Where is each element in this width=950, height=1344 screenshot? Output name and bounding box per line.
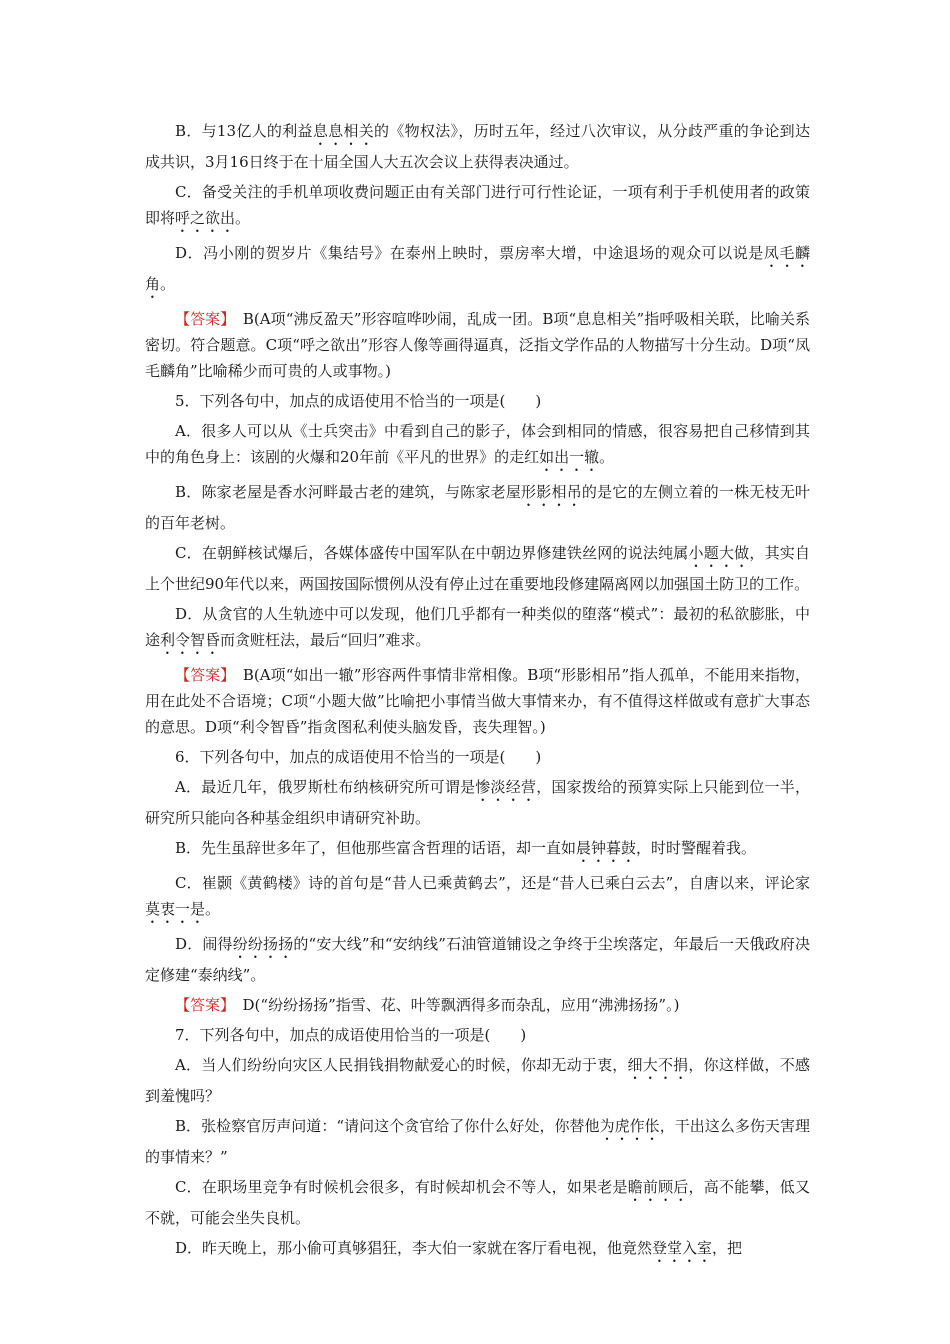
emphasized-idiom: 登堂入室 [652, 1239, 713, 1257]
q7-option-b: B．张检察官厉声问道：“请问这个贪官给了你什么好处，你替他为虎作伥，干出这么多伤天害理的事情来？” [145, 1117, 810, 1166]
q6-option-a: A．最近几年，俄罗斯杜布纳核研究所可谓是惨淡经营，国家拨给的预算实际上只能到位一半，研究所只能向各种基金组织申请研究补助。 [145, 778, 810, 827]
emphasized-idiom: 如出一辙 [539, 448, 600, 466]
emphasized-idiom: 莫衷一是 [145, 900, 206, 918]
emphasized-idiom: 晨钟暮鼓 [576, 839, 637, 857]
q6-option-c: C．崔颢《黄鹤楼》诗的首句是“昔人已乘黄鹤去”，还是“昔人已乘白云去”，自唐以来，评论家莫衷一是。 [145, 874, 810, 918]
q5-option-c: C．在朝鲜核试爆后，各媒体盛传中国军队在中朝边界修建铁丝网的说法纯属小题大做，其实自上个世纪90年代以来，两国按国际惯例从没有停止过在重要地段修建隔离网以加强国土防卫的工作。 [145, 544, 810, 593]
emphasized-idiom: 利令智昏 [160, 631, 221, 649]
answer-label: 【答案】 [175, 996, 228, 1014]
q7-option-a: A．当人们纷纷向灾区人民捐钱捐物献爱心的时候，你却无动于衷，细大不捐，你这样做，不感到羞愧吗？ [145, 1056, 810, 1105]
q6-option-d: D．闹得纷纷扬扬的“安大线”和“安纳线”石油管道铺设之争终于尘埃落定，年最后一天俄政府决定修建“泰纳线”。 [145, 935, 810, 984]
emphasized-idiom: 息息相关 [312, 122, 375, 140]
emphasized-idiom: 形影相吊 [521, 483, 582, 501]
document-body [145, 118, 810, 1270]
emphasized-idiom: 瞻前顾后 [627, 1178, 689, 1196]
emphasized-idiom: 为虎作伥 [599, 1117, 660, 1135]
q7-option-c: C．在职场里竞争有时候机会很多，有时候却机会不等人，如果老是瞻前顾后，高不能攀，低又不就，可能会坐失良机。 [145, 1178, 810, 1227]
q5-option-a: A．很多人可以从《士兵突击》中看到自己的影子，体会到相同的情感，很容易把自己移情到其中的角色身上：该剧的火爆和20年前《平凡的世界》的走红如出一辙。 [145, 422, 810, 466]
q4-option-c: C．备受关注的手机单项收费问题正由有关部门进行可行性论证，一项有利于手机使用者的政策即将呼之欲出。 [145, 183, 810, 227]
emphasized-idiom: 纷纷扬扬 [232, 935, 294, 953]
emphasized-idiom: 凤毛麟角 [145, 244, 810, 293]
q4-answer: 【答案】 B(A项“沸反盈天”形容喧哗吵闹，乱成一团。B项“息息相关”指呼吸相关联，比喻关系密切。符合题意。C项“呼之欲出”形容人像等画得逼真，泛指文学作品的人物描写十分生动。D项“凤毛麟角”比喻稀少而可贵的人或事物。) [145, 310, 810, 380]
q6-stem: 6．下列各句中，加点的成语使用不恰当的一项是( ) [175, 748, 542, 766]
answer-label: 【答案】 [175, 310, 228, 328]
q6-option-b: B．先生虽辞世多年了，但他那些富含哲理的话语，却一直如晨钟暮鼓，时时警醒着我。 [175, 839, 757, 857]
emphasized-idiom: 细大不捐 [627, 1056, 689, 1074]
q5-option-d: D．从贪官的人生轨迹中可以发现，他们几乎都有一种类似的堕落“模式”：最初的私欲膨胀，中途利令智昏而贪赃枉法，最后“回归”难求。 [145, 605, 810, 649]
emphasized-idiom: 惨淡经营 [475, 778, 537, 796]
q4-option-d: D．冯小刚的贺岁片《集结号》在泰州上映时，票房率大增，中途退场的观众可以说是凤毛麟角。 [145, 244, 810, 293]
q6-answer: 【答案】 D(“纷纷扬扬”指雪、花、叶等飘洒得多而杂乱，应用“沸沸扬扬”。) [175, 996, 680, 1014]
answer-label: 【答案】 [175, 666, 228, 684]
q4-option-b: B．与13亿人的利益息息相关的《物权法》，历时五年，经过八次审议，从分歧严重的争论到达成共识，3月16日终于在十届全国人大五次会议上获得表决通过。 [145, 122, 810, 171]
q7-option-d: D．昨天晚上，那小偷可真够猖狂，李大伯一家就在客厅看电视，他竟然登堂入室，把 [175, 1239, 743, 1257]
q5-option-b: B．陈家老屋是香水河畔最古老的建筑，与陈家老屋形影相吊的是它的左侧立着的一株无枝无叶的百年老树。 [145, 483, 810, 532]
emphasized-idiom: 小题大做 [688, 544, 750, 562]
emphasized-idiom: 呼之欲出 [175, 209, 236, 227]
q5-answer: 【答案】 B(A项“如出一辙”形容两件事情非常相像。B项“形影相吊”指人孤单，不能用来指物，用在此处不合语境；C项“小题大做”比喻把小事情当做大事情来办，有不值得这样做或有意扩大事态的意思。D项“利令智昏”指贪图私利使头脑发昏，丧失理智。) [145, 666, 810, 736]
q7-stem: 7．下列各句中，加点的成语使用恰当的一项是( ) [175, 1026, 527, 1044]
q5-stem: 5．下列各句中，加点的成语使用不恰当的一项是( ) [175, 392, 542, 410]
